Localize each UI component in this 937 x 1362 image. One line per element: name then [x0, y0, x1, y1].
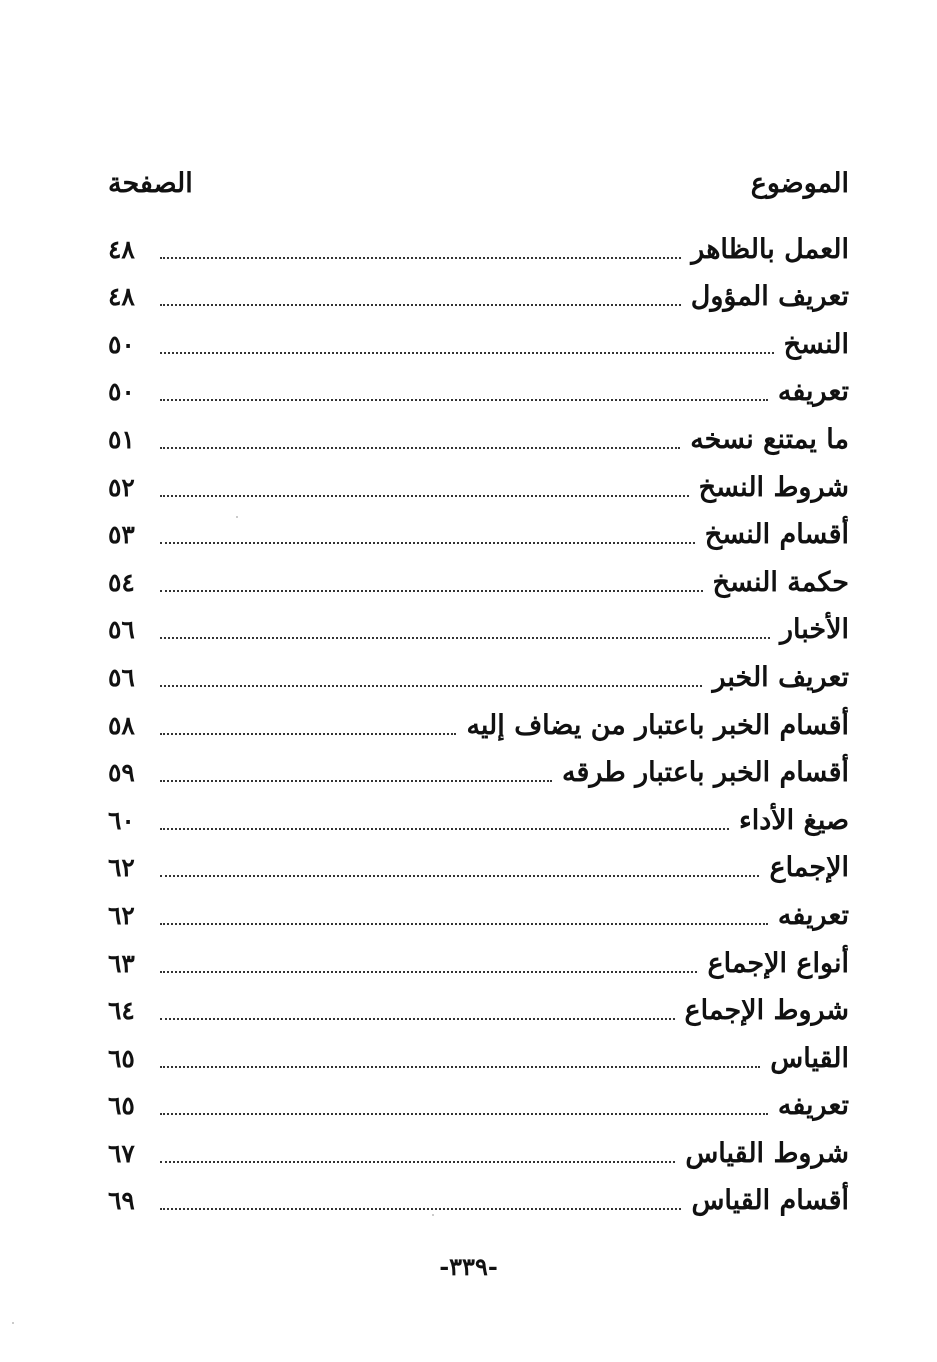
toc-entry — [108, 888, 849, 936]
entry-title: ما يمتنع نسخه — [690, 423, 849, 455]
entry-title: تعريفه — [777, 376, 849, 408]
entry-page: ٥٠ — [108, 329, 135, 359]
scan-speck — [432, 1214, 434, 1216]
entry-page: ٥٢ — [108, 472, 135, 502]
dot-leader — [160, 304, 681, 306]
toc-entry — [108, 508, 849, 556]
entry-page: ٤٨ — [108, 234, 135, 264]
entry-page: ٦٧ — [108, 1138, 135, 1168]
toc-entry — [108, 412, 849, 460]
entry-title: تعريف الخبر — [712, 661, 849, 693]
dot-leader — [160, 447, 680, 449]
dot-leader — [160, 685, 702, 687]
entry-title: الأخبار — [779, 614, 849, 646]
entry-page: ٦٠ — [108, 805, 135, 835]
entry-title: صيغ الأداء — [739, 804, 849, 836]
entry-page: ٦٥ — [108, 1091, 135, 1121]
entry-page: ٦٥ — [108, 1043, 135, 1073]
entry-title: تعريفه — [777, 899, 849, 931]
dot-leader — [160, 733, 456, 735]
dot-leader — [160, 780, 552, 782]
entry-title: أنواع الإجماع — [707, 947, 849, 979]
toc-entry — [108, 555, 849, 603]
entry-title: حكمة النسخ — [712, 566, 849, 598]
toc-entry — [108, 460, 849, 508]
entry-page: ٤٨ — [108, 282, 135, 312]
entry-page: ٥٠ — [108, 377, 135, 407]
toc-entry — [108, 365, 849, 413]
toc-entry — [108, 603, 849, 651]
entry-title: شروط النسخ — [698, 471, 849, 503]
entry-page: ٦٣ — [108, 948, 135, 978]
dot-leader — [160, 1208, 681, 1210]
dot-leader — [160, 1018, 675, 1020]
page-column-label: الصفحة — [108, 167, 193, 199]
toc-entry — [108, 746, 849, 794]
entry-title: تعريفه — [777, 1090, 849, 1122]
entry-page: ٥٦ — [108, 662, 135, 692]
toc-entry — [108, 698, 849, 746]
dot-leader — [160, 590, 703, 592]
dot-leader — [160, 923, 768, 925]
toc-entry — [108, 222, 849, 270]
page-number: -٣٣٩- — [439, 1252, 498, 1281]
dot-leader — [160, 1113, 768, 1115]
entry-title: أقسام الخبر باعتبار من يضاف إليه — [466, 709, 849, 741]
entry-page: ٦٢ — [108, 853, 135, 883]
dot-leader — [160, 637, 770, 639]
toc-entry — [108, 650, 849, 698]
entry-page: ٥٤ — [108, 567, 135, 597]
entry-title: تعريف المؤول — [690, 281, 849, 313]
entry-page: ٥١ — [108, 424, 135, 454]
dot-leader — [160, 1066, 760, 1068]
entry-page: ٦٩ — [108, 1186, 135, 1216]
entry-title: القياس — [770, 1042, 849, 1074]
entry-page: ٦٢ — [108, 900, 135, 930]
toc-entry — [108, 317, 849, 365]
toc-entry — [108, 270, 849, 318]
toc-header — [108, 158, 849, 208]
entry-title: العمل بالظاهر — [691, 233, 849, 265]
entry-title: الإجماع — [769, 852, 849, 884]
table-of-contents — [108, 222, 849, 1221]
scan-speck — [236, 516, 238, 518]
entry-title: أقسام القياس — [691, 1185, 849, 1217]
dot-leader — [160, 1161, 675, 1163]
entry-title: شروط الإجماع — [684, 995, 849, 1027]
toc-entry — [108, 1126, 849, 1174]
dot-leader — [160, 352, 774, 354]
toc-entry — [108, 1031, 849, 1079]
toc-entry — [108, 793, 849, 841]
dot-leader — [160, 542, 695, 544]
dot-leader — [160, 828, 729, 830]
dot-leader — [160, 257, 681, 259]
toc-entry — [108, 1174, 849, 1222]
entry-page: ٥٩ — [108, 758, 135, 788]
entry-title: النسخ — [783, 328, 849, 360]
dot-leader — [160, 971, 697, 973]
topic-column-label: الموضوع — [750, 167, 849, 199]
dot-leader — [160, 875, 759, 877]
entry-title: أقسام الخبر باعتبار طرقه — [561, 757, 849, 789]
toc-entry — [108, 1079, 849, 1127]
dot-leader — [160, 495, 689, 497]
entry-page: ٦٤ — [108, 996, 135, 1026]
entry-page: ٥٣ — [108, 520, 135, 550]
entry-title: أقسام النسخ — [704, 519, 849, 551]
toc-entry — [108, 841, 849, 889]
toc-entry — [108, 936, 849, 984]
entry-title: شروط القياس — [685, 1137, 849, 1169]
entry-page: ٥٦ — [108, 615, 135, 645]
toc-entry — [108, 984, 849, 1032]
dot-leader — [160, 399, 768, 401]
scan-speck — [12, 1322, 14, 1324]
entry-page: ٥٨ — [108, 710, 135, 740]
